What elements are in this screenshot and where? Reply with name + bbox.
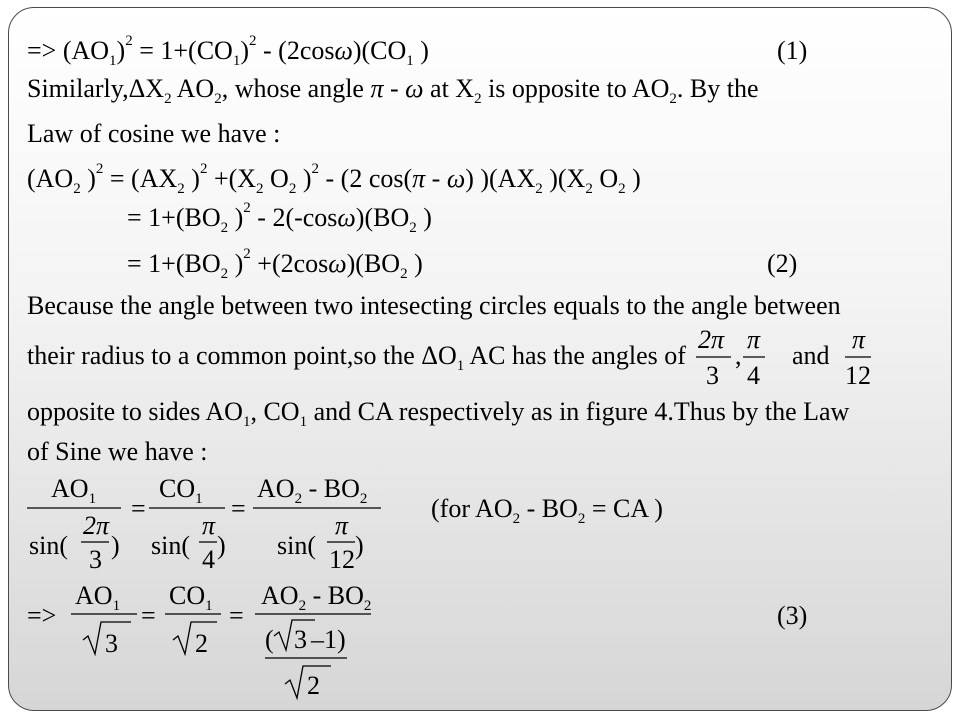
svg-text:=: = [229, 601, 244, 630]
equation-number-3: (3) [777, 601, 808, 630]
svg-text:2π: 2π [83, 511, 110, 540]
svg-text:): ) [111, 531, 120, 560]
svg-text:4: 4 [202, 545, 215, 574]
equation-3 [27, 581, 807, 700]
eq1-text: => (AO [27, 36, 110, 65]
svg-text:2: 2 [195, 629, 208, 658]
slide [8, 7, 952, 711]
svg-text:3: 3 [294, 625, 307, 654]
svg-text:): ) [217, 531, 226, 560]
fraction-pi-over-12 [845, 325, 871, 390]
svg-text:π: π [202, 511, 216, 540]
svg-text:12: 12 [845, 361, 871, 390]
svg-text:AO2 - BO2: $AO_2 - BO_2$ [261, 581, 372, 614]
svg-text:CO1: $CO_1$ [159, 474, 203, 507]
svg-text:3: 3 [105, 629, 118, 658]
paragraph-line-3: Law of cosine we have : [27, 119, 281, 148]
equation-number-2: (2) [767, 249, 798, 278]
svg-text:=: = [231, 494, 246, 523]
svg-text:AO1: $AO_1$ [75, 581, 121, 614]
law-of-sines-equation [27, 474, 663, 574]
svg-text:=: = [131, 494, 146, 523]
svg-text:=>: => [27, 601, 57, 630]
svg-text:(for AO2 - BO2 = CA ): (for $AO_2 - BO_2$ = CA ) [431, 494, 663, 527]
word-and: and [792, 341, 830, 370]
paragraph-line-7: Because the angle between two intesecting circles equals to the angle between [27, 291, 841, 320]
svg-text:3: 3 [706, 361, 719, 390]
svg-text:2: 2 [307, 671, 320, 700]
svg-text:): ) [355, 531, 364, 560]
equation-line-5: = $1+(BO_2$ )$^2 - 2(-\cos\omega)(BO_2$ ) [127, 200, 432, 236]
svg-text:π: π [335, 511, 349, 540]
svg-text:π: π [747, 325, 761, 354]
paragraph-line-10: of Sine we have : [27, 437, 208, 466]
fraction-separator-comma: , [735, 341, 742, 370]
svg-text:π: π [852, 325, 866, 354]
svg-text:=> (AO1)2 = 1+(CO1)2 - (2cosω): => $(AO_1)^2 = 1+(CO_1)^2 - (2\cos\omega)(CO_1$ ) [27, 33, 429, 69]
svg-text:(: ( [265, 625, 274, 654]
svg-text:3: 3 [89, 545, 102, 574]
svg-text:sin(: sin( [29, 531, 68, 560]
equation-number-1: (1) [777, 36, 808, 65]
equation-line-1 [27, 33, 807, 69]
svg-text:CO1: $CO_1$ [169, 581, 213, 614]
paragraph-line-8: their radius to a common point,so the $\Delta O_1$ AC has the angles of [27, 341, 686, 374]
paragraph-line-9: opposite to sides $AO_1$, $CO_1$ and CA respectively as in figure 4.Thus by the Law [27, 397, 850, 430]
svg-text:sin(: sin( [151, 531, 190, 560]
equation-line-4: ($AO_2$ )$^2 = (AX_2$ )$^2 +(X_2$ $O_2$ )$^2$ - (2 cos(π - ω) )($AX_2$ )($X_2$ $O_2$ ) [27, 161, 641, 197]
equation-line-6: = $1+(BO_2$ )$^2 +(2\cos\omega)(BO_2$ ) [127, 246, 423, 282]
paragraph-line-2: $Similarly,\Delta X_2$ $AO_2$, whose angle π - ω at $X_2$ is opposite to $AO_2$. By the [27, 74, 759, 107]
svg-text:AO2 - BO2: $AO_2 - BO_2$ [257, 474, 368, 507]
math-content [9, 8, 952, 711]
svg-text:sin(: sin( [277, 531, 316, 560]
svg-text:2π: 2π [698, 325, 725, 354]
fraction-pi-over-4 [743, 325, 765, 390]
svg-text:–1): –1) [311, 625, 346, 654]
svg-text:=: = [141, 601, 156, 630]
svg-text:12: 12 [329, 545, 355, 574]
svg-text:AO1: $AO_1$ [51, 474, 97, 507]
fraction-2pi-over-3 [696, 325, 731, 390]
svg-text:4: 4 [747, 361, 760, 390]
